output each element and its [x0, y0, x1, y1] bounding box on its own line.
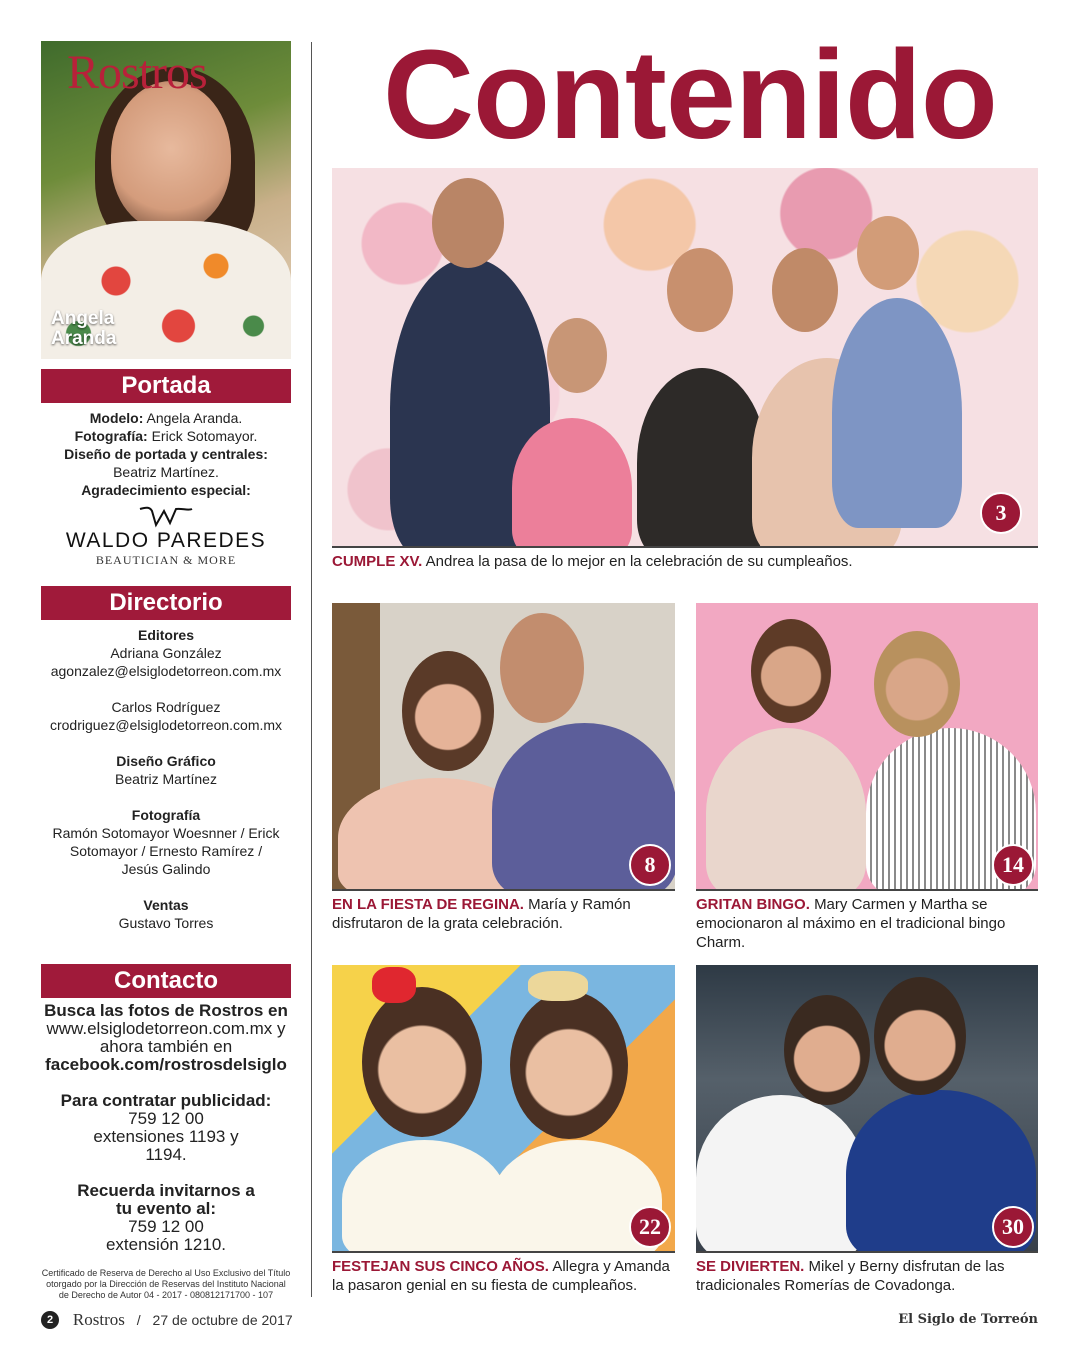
evento-text: 759 12 00 extensión 1210. [105, 1217, 227, 1254]
story-text-1: Andrea la pasa de lo mejor en la celebración de su cumpleaños. [425, 553, 853, 570]
page-badge-30: 30 [992, 1206, 1034, 1248]
publicidad-text: 759 12 00 extensiones 1193 y 1194. [93, 1109, 239, 1164]
story-caption-1 [332, 552, 1038, 571]
editor2-email[interactable]: crodriguez@elsiglodetorreon.com.mx [49, 717, 283, 733]
signature-icon [41, 505, 291, 529]
person-girl [512, 418, 632, 546]
portada-credits [41, 409, 291, 499]
cover-masthead: Rostros [67, 46, 207, 99]
contacto-line2[interactable]: www.elsiglodetorreon.com.mx y ahora también en [46, 1019, 286, 1056]
story-rule-2 [332, 889, 675, 891]
contacto-heading: Contacto [41, 964, 291, 998]
modelo-value: Angela Aranda. [146, 410, 243, 426]
head-maria [402, 651, 494, 771]
story-rule-5 [696, 1251, 1038, 1253]
head-boy [857, 216, 919, 290]
publicidad-title: Para contratar publicidad: [60, 1091, 272, 1110]
page-badge-14: 14 [992, 844, 1034, 886]
foto-value: Erick Sotomayor. [151, 428, 258, 444]
story-rule-4 [332, 1251, 675, 1253]
contacto-line3[interactable]: facebook.com/rostrosdelsiglo [45, 1055, 287, 1074]
waldo-paredes-logo [41, 505, 291, 568]
story-caption-5 [696, 1257, 1038, 1295]
story-headline-2: EN LA FIESTA DE REGINA. [332, 896, 524, 913]
diseno-value: Beatriz Martínez. [113, 464, 219, 480]
agradecimiento-label: Agradecimiento especial: [81, 482, 251, 498]
story-headline-1: CUMPLE XV. [332, 553, 423, 570]
editor2-name: Carlos Rodríguez [111, 699, 221, 715]
column-divider [311, 42, 312, 1297]
person-mary-carmen [706, 728, 866, 889]
directorio-heading: Directorio [41, 586, 291, 620]
page-badge-3: 3 [980, 492, 1022, 534]
head-quinceanera [667, 248, 733, 332]
story-photo-3[interactable] [696, 603, 1038, 889]
editor1-email[interactable]: agonzalez@elsiglodetorreon.com.mx [50, 663, 282, 679]
newspaper-name: El Siglo de Torreón [898, 1312, 1038, 1327]
page-badge-22: 22 [629, 1206, 671, 1248]
page-footer [41, 1310, 293, 1330]
foto-line [41, 427, 291, 445]
head-mary-carmen [751, 619, 831, 723]
head-mother [772, 248, 838, 332]
modelo-line [41, 409, 291, 427]
bow-gold-icon [528, 971, 588, 1001]
fotografia-names: Ramón Sotomayor Woesnner / Erick Sotomayor / Ernesto Ramírez / Jesús Galindo [52, 825, 280, 877]
story-photo-4[interactable] [332, 965, 675, 1251]
head-berny [874, 977, 966, 1095]
fotografia-title: Fotografía [131, 807, 201, 823]
story-rule-1 [332, 546, 1038, 548]
logo-main-text: WALDO PAREDES [65, 529, 267, 552]
story-caption-2 [332, 895, 675, 933]
cover-name-first: Angela [51, 308, 115, 329]
head-martha [874, 631, 960, 737]
cover-name-last: Aranda [51, 328, 117, 349]
ventas-name: Gustavo Torres [118, 915, 214, 931]
logo-sub-text: BEAUTICIAN & MORE [95, 553, 237, 567]
editores-title: Editores [137, 627, 194, 643]
story-text-3: Mary Carmen y Martha se emocionaron al máximo en el tradicional bingo Charm. [696, 896, 1006, 951]
story-text-5: Mikel y Berny disfrutan de las tradicionales Romerías de Covadonga. [696, 1258, 1005, 1294]
story-caption-3 [696, 895, 1038, 952]
footer-date: 27 de octubre de 2017 [152, 1312, 293, 1328]
cover-thumbnail[interactable] [41, 41, 291, 359]
page-badge-8: 8 [629, 844, 671, 886]
story-photo-5[interactable] [696, 965, 1038, 1251]
story-photo-1[interactable] [332, 168, 1038, 546]
person-quinceanera [637, 368, 767, 546]
story-photo-2[interactable] [332, 603, 675, 889]
head-amanda [510, 991, 628, 1139]
person-boy [832, 298, 962, 528]
editor1-name: Adriana González [110, 645, 222, 661]
bow-red-icon [372, 967, 416, 1003]
head-girl [547, 318, 607, 393]
ventas-group [41, 896, 291, 932]
fotografia-group [41, 806, 291, 878]
diseno-title: Diseño Gráfico [116, 753, 216, 769]
story-rule-3 [696, 889, 1038, 891]
page-title: Contenido [383, 24, 997, 165]
diseno-group [41, 752, 291, 788]
person-mikel [696, 1095, 866, 1251]
foto-label: Fotografía: [74, 428, 148, 444]
story-headline-5: SE DIVIERTEN. [696, 1258, 805, 1275]
story-text-4: Allegra y Amanda la pasaron genial en su fiesta de cumpleaños. [332, 1258, 670, 1294]
ventas-title: Ventas [143, 897, 189, 913]
story-text-2: María y Ramón disfrutaron de la grata celebración. [332, 896, 631, 932]
cover-face [111, 81, 231, 231]
footer-brand: Rostros [72, 1310, 125, 1329]
story-headline-4: FESTEJAN SUS CINCO AÑOS. [332, 1258, 549, 1275]
evento-title: Recuerda invitarnos a tu evento al: [77, 1181, 255, 1218]
story-headline-3: GRITAN BINGO. [696, 896, 810, 913]
head-father [432, 178, 504, 268]
diseno-label: Diseño de portada y centrales: [64, 446, 268, 462]
editores-group [41, 626, 291, 734]
head-ramon [500, 613, 584, 723]
contacto-info [41, 1002, 291, 1254]
head-allegra [362, 987, 482, 1137]
modelo-label: Modelo: [89, 410, 144, 426]
legal-notice: Certificado de Reserva de Derecho al Uso Exclusivo del Título otorgado por la Dirección de Reservas del Instituto Nacional de Derecho de Autor 04 - 2017 - 080812171700 - 107 [41, 1268, 291, 1300]
head-mikel [784, 995, 870, 1105]
diseno-name: Beatriz Martínez [115, 771, 217, 787]
person-allegra [342, 1140, 507, 1251]
page-number: 2 [41, 1311, 59, 1329]
cover-model-name [51, 309, 116, 349]
portada-heading: Portada [41, 369, 291, 403]
sidebar [41, 41, 291, 1301]
footer-separator: / [136, 1312, 141, 1328]
story-caption-4 [332, 1257, 675, 1295]
contacto-line1: Busca las fotos de Rostros en [44, 1001, 288, 1020]
